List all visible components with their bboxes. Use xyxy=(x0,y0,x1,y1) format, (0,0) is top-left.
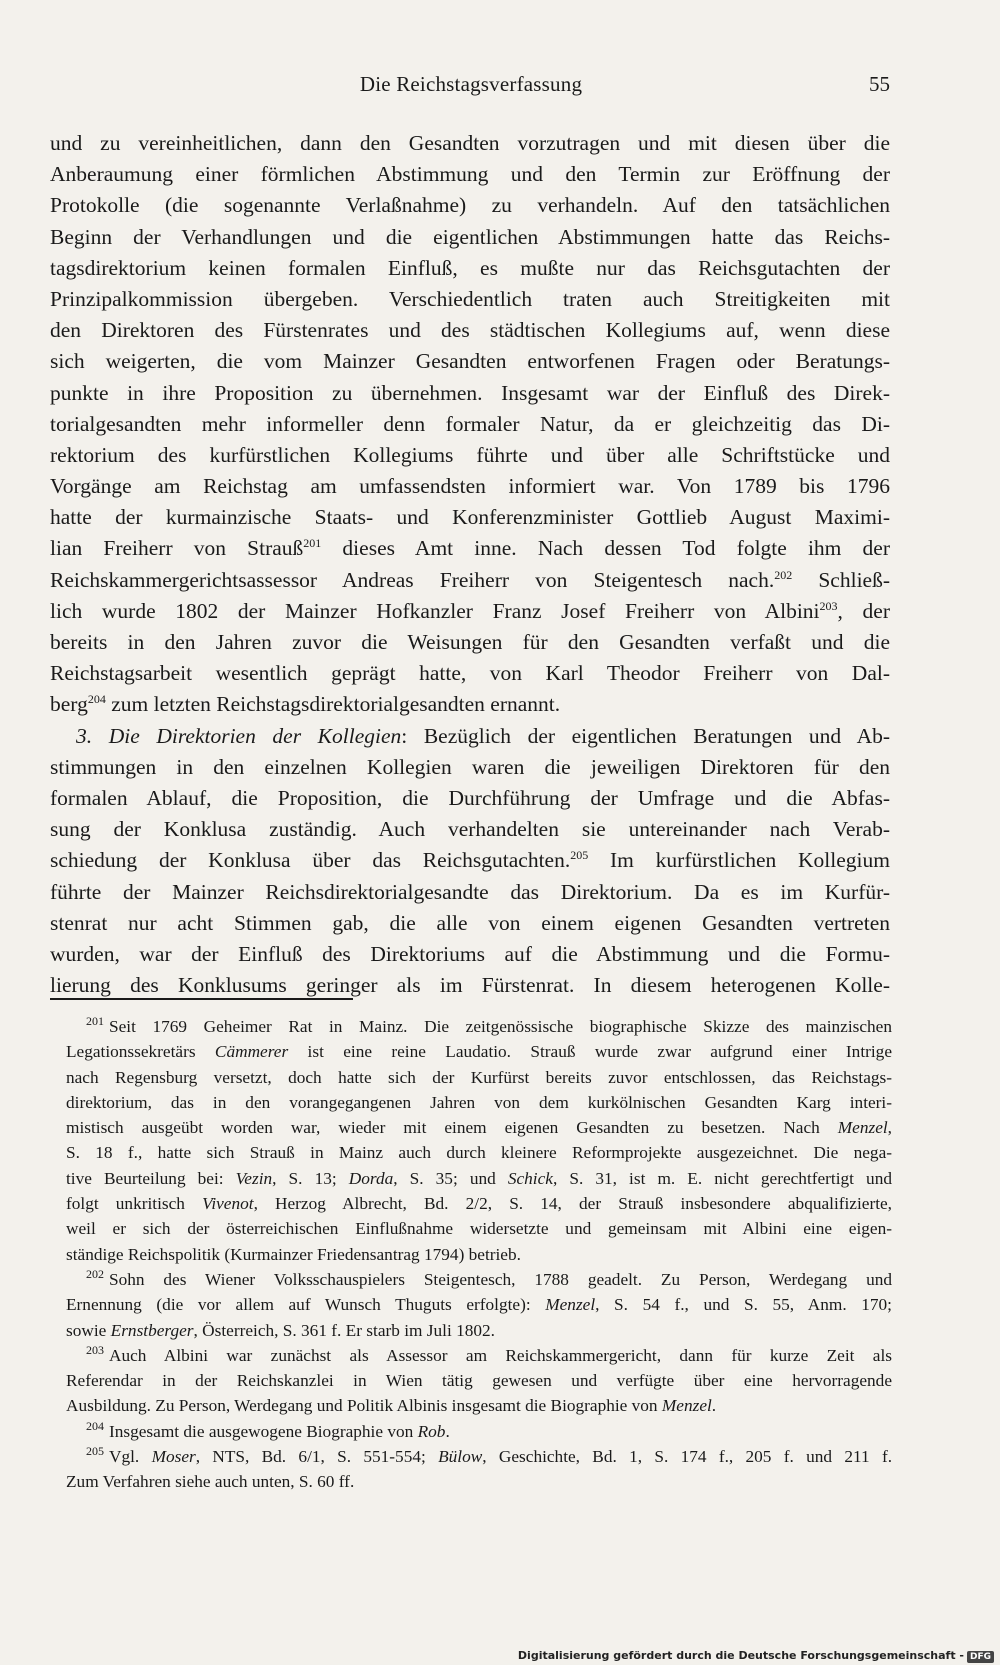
main-text xyxy=(50,128,890,1001)
text-line: 3. Die Direktorien der Kollegien: Bezüglich der eigentlichen Beratungen und Ab- xyxy=(76,723,891,748)
footnote-line: S. 18 f., hatte sich Strauß in Mainz auch durch kleinere Reformprojekte ausgezeichnet. Die nega- xyxy=(66,1143,892,1163)
footnote-205: $^{205}$ Vgl. Moser, NTS, Bd. 6/1, S. 551-554; Bülow, Geschichte, Bd. 1, S. 174 f., 205 f. und 211 f. xyxy=(86,1444,893,1467)
footnote-line: Ernennung (die vor allem auf Wunsch Thuguts erfolgte): Menzel, S. 54 f., und S. 55, Anm. 170; xyxy=(66,1295,892,1315)
footnote-ref-205[interactable]: 205 xyxy=(570,848,589,863)
footnote-line: tive Beurteilung bei: Vezin, S. 13; Dorda, S. 35; und Schick, S. 31, ist m. E. nicht gerechtfertigt und xyxy=(66,1168,892,1188)
footnote-number: 204 xyxy=(86,1418,104,1433)
footnote-line: ständige Reichspolitik (Kurmainzer Friedensantrag 1794) betrieb. xyxy=(66,1244,521,1264)
footnote-line: mistisch ausgeübt worden war, wieder mit einem eigenen Gesandten zu besetzen. Nach Menzel, xyxy=(66,1118,892,1138)
text-line: hatte der kurmainzische Staats- und Konferenzminister Gottlieb August Maximi- xyxy=(50,505,890,530)
footnote-203: $^{203}$ Auch Albini war zunächst als Assessor am Reichskammergericht, dann für kurze Zeit als xyxy=(86,1343,892,1365)
footnote-number: 203 xyxy=(86,1343,104,1358)
footnote-line: Ausbildung. Zu Person, Werdegang und Politik Albinis insgesamt die Biographie von Menzel. xyxy=(66,1396,717,1416)
footnote-line: Zum Verfahren siehe auch unten, S. 60 ff. xyxy=(66,1472,355,1492)
footnote-204: $^{204}$ Insgesamt die ausgewogene Biographie von Rob. xyxy=(86,1418,450,1441)
text-line: formalen Ablauf, die Proposition, die Durchführung der Umfrage und die Abfas- xyxy=(50,785,890,810)
text-line: Reichstagsarbeit wesentlich geprägt hatte, von Karl Theodor Freiherr von Dal- xyxy=(50,661,890,686)
dfg-logo: DFG xyxy=(967,1651,994,1663)
text-line: bereits in den Jahren zuvor die Weisungen für den Gesandten verfaßt und die xyxy=(50,630,890,654)
digitization-credit xyxy=(518,1649,994,1663)
footnote-divider xyxy=(50,998,353,1000)
footnote-ref-202[interactable]: 202 xyxy=(774,567,793,582)
footnotes xyxy=(66,1014,892,1495)
text-line: Anberaumung einer förmlichen Abstimmung und den Termin zur Eröffnung der xyxy=(50,162,890,187)
text-line: Vorgänge am Reichstag am umfassendsten informiert war. Von 1789 bis 1796 xyxy=(50,474,890,499)
footnote-ref-201[interactable]: 201 xyxy=(303,536,322,551)
text-line: berg$^{204}$ zum letzten Reichstagsdirektorialgesandten ernannt. xyxy=(50,692,561,717)
text-line: und zu vereinheitlichen, dann den Gesandten vorzutragen und mit diesen über die xyxy=(50,131,890,155)
footnote-line: nach Regensburg versetzt, doch hatte sich der Kurfürst bereits zuvor entschlossen, das Reichstags- xyxy=(66,1067,892,1087)
text-line: schiedung der Konklusa über das Reichsgutachten.$^{205}$ Im kurfürstlichen Kollegium xyxy=(50,848,890,873)
text-line: torialgesandten mehr informeller denn formaler Natur, da er gleichzeitig das Di- xyxy=(50,411,890,436)
footnote-line: Legationssekretärs Cämmerer ist eine reine Laudatio. Strauß wurde zwar aufgrund einer Intrige xyxy=(66,1042,892,1062)
footnote-number: 201 xyxy=(86,1014,104,1029)
text-line: rektorium des kurfürstlichen Kollegiums führte und über alle Schriftstücke und xyxy=(50,442,890,467)
text-line: lian Freiherr von Strauß$^{201}$ dieses Amt inne. Nach dessen Tod folgte ihm der xyxy=(50,536,890,561)
credit-text: Digitalisierung gefördert durch die Deutsche Forschungsgemeinschaft - xyxy=(517,1649,964,1662)
footnote-number: 205 xyxy=(86,1444,104,1459)
footnote-201: $^{201}$ Seit 1769 Geheimer Rat in Mainz. Die zeitgenössische biographische Skizze des mainzischen xyxy=(86,1014,892,1036)
text-line: führte der Mainzer Reichsdirektorialgesandte das Direktorium. Da es im Kurfür- xyxy=(50,879,890,904)
footnote-number: 202 xyxy=(86,1267,104,1282)
footnote-line: folgt unkritisch Vivenot, Herzog Albrecht, Bd. 2/2, S. 14, der Strauß insbesondere abqualifizierte, xyxy=(66,1194,892,1214)
text-line: Protokolle (die sogenannte Verlaßnahme) zu verhandeln. Auf den tatsächlichen xyxy=(50,193,890,218)
footnote-ref-203[interactable]: 203 xyxy=(819,598,838,613)
text-line: sung der Konklusa zuständig. Auch verhandelten sie untereinander nach Verab- xyxy=(50,817,890,842)
footnote-ref-204[interactable]: 204 xyxy=(87,692,106,707)
text-line: sich weigerten, die vom Mainzer Gesandten entworfenen Fragen oder Beratungs- xyxy=(50,349,890,374)
text-line: lich wurde 1802 der Mainzer Hofkanzler Franz Josef Freiherr von Albini$^{203}$, der xyxy=(50,598,890,623)
text-line: Reichskammergerichtsassessor Andreas Freiherr von Steigentesch nach.$^{202}$ Schließ- xyxy=(50,567,890,592)
text-line: Prinzipalkommission übergeben. Verschiedentlich traten auch Streitigkeiten mit xyxy=(50,286,890,311)
footnote-line: weil er sich der österreichischen Einflußnahme widersetzte und gemeinsam mit Albini eine eigen- xyxy=(66,1219,892,1239)
footnote-line: direktorium, das in den vorangegangenen Jahren von dem kurkölnischen Gesandten Karg interi- xyxy=(66,1092,892,1112)
footnote-202: $^{202}$ Sohn des Wiener Volksschauspielers Steigentesch, 1788 geadelt. Zu Person, Werdegang und xyxy=(86,1267,892,1289)
running-header xyxy=(52,72,890,102)
section-heading: 3. Die Direktorien der Kollegien xyxy=(76,723,402,748)
text-line: stenrat nur acht Stimmen gab, die alle von einem eigenen Gesandten vertreten xyxy=(50,910,890,935)
running-title: Die Reichstagsverfassung xyxy=(359,72,583,96)
footnote-line: Referendar in der Reichskanzlei in Wien tätig gewesen und verfügte über eine hervorragende xyxy=(66,1371,892,1391)
text-line: stimmungen in den einzelnen Kollegien waren die jeweiligen Direktoren für den xyxy=(50,754,890,779)
text-line: Beginn der Verhandlungen und die eigentlichen Abstimmungen hatte das Reichs- xyxy=(50,224,890,249)
page-number: 55 xyxy=(869,72,890,96)
text-line: lierung des Konklusums geringer als im Fürstenrat. In diesem heterogenen Kolle- xyxy=(50,973,890,998)
footnote-line: sowie Ernstberger, Österreich, S. 361 f. Er starb im Juli 1802. xyxy=(66,1320,495,1340)
text-line: tagsdirektorium keinen formalen Einfluß, es mußte nur das Reichsgutachten der xyxy=(50,255,890,280)
text-line: den Direktoren des Fürstenrates und des städtischen Kollegiums auf, wenn diese xyxy=(50,318,890,343)
text-line: punkte in ihre Proposition zu übernehmen. Insgesamt war der Einfluß des Direk- xyxy=(50,380,890,405)
text-line: wurden, war der Einfluß des Direktoriums auf die Abstimmung und die Formu- xyxy=(50,941,890,966)
